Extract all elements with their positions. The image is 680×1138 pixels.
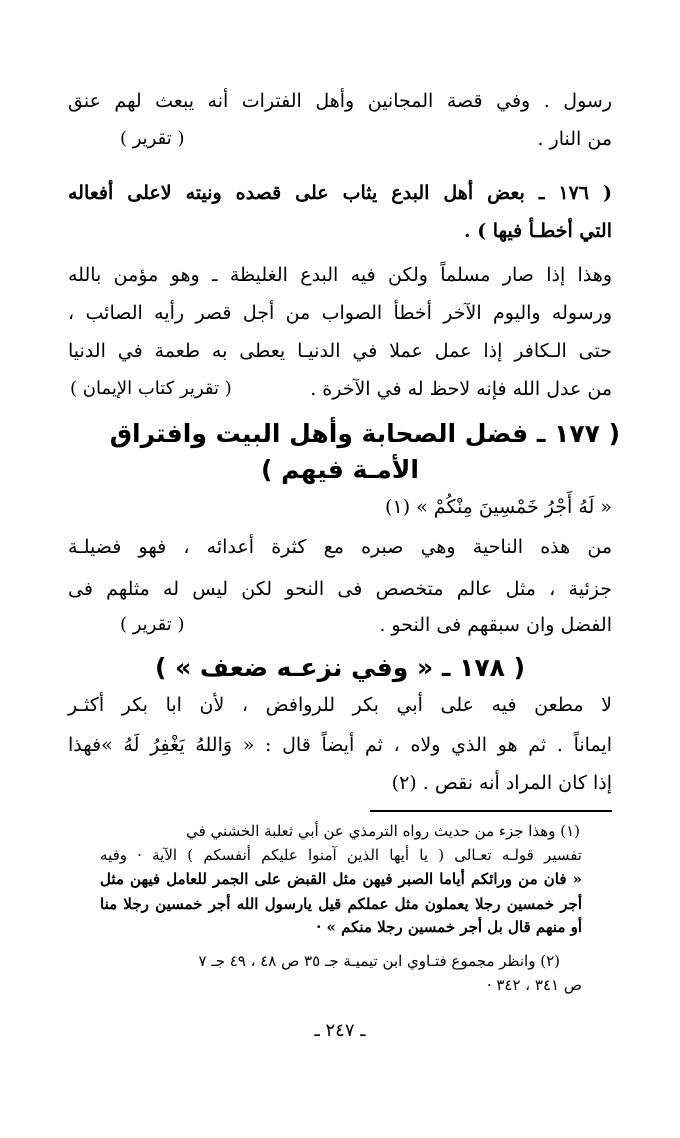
paragraph-line: حتى الـكافر إذا عمل عملا في الدنيـا يعطى به طعمة في الدنيا [68, 340, 612, 362]
section-177-heading: ( ١٧٧ ـ فضل الصحابة وأهل البيت وافتراق [109, 419, 620, 448]
section-176-title: التي أخطـأ فيها ) . [463, 220, 612, 242]
paragraph-line: وهذا إذا صار مسلماً ولكن فيه البدع الغليظة ـ وهو مؤمن بالله [68, 264, 612, 286]
footnote-line: أو منهم قال بل أجر خمسين رجلا منكم » · [316, 918, 582, 936]
paragraph-line: رسول . وفي قصة المجانين وأهل الفترات أنه يبعث لهم عنق [68, 90, 612, 112]
paragraph-line: ايماناً . ثم هو الذي ولاه ، ثم أيضاً قال : « وَاللهُ يَغْفِرُ لَهُ »فهذا [68, 734, 612, 756]
source-reference: ( تقرير كتاب الإيمان ) [70, 378, 232, 399]
footnote-line: ص ٣٤١ ، ٣٤٢ · [486, 976, 582, 994]
section-176-title: ( ١٧٦ ـ بعض أهل البدع يثاب على قصده ونيته لاعلى أفعاله [68, 182, 612, 204]
paragraph-line: جزئية ، مثل عالم متخصص فى النحو لكن ليس له مثلهم فى [68, 578, 612, 600]
source-reference: ( تقرير ) [120, 128, 185, 149]
paragraph-line: الفضل وان سبقهم فى النحو . [379, 614, 612, 636]
footnote-line: (١) وهذا جزء من حديث رواه الترمذي عن أبي ثعلبة الخشني في [186, 822, 580, 840]
hadith-quote: « لَهُ أَجْرُ خَمْسِينَ مِنْكُمْ » (١) [385, 496, 612, 518]
footnote-line: أجر خمسين رجلا يعملون مثل عملكم قيل يارسول الله أجر خمسين رجلا منا [100, 895, 582, 913]
source-reference: ( تقرير ) [120, 614, 185, 635]
paragraph-line: ورسوله واليوم الآخر أخطأ الصواب من أجل قصر رأيه الصائب ، [68, 302, 612, 324]
paragraph-line: إذا كان المراد أنه نقص . (٢) [391, 772, 612, 794]
footnote-line: تفسير قولـه تعـالى ( يا أيها الذين آمنوا عليكم أنفسكم ) الآية · وفيه [100, 846, 582, 864]
footnote-line: (٢) وانظر مجموع فتـاوي ابن تيميـة جـ ٣٥ ص ٤٨ ، ٤٩ جـ ٧ [198, 952, 560, 970]
footnote-line: « فان من ورائكم أياما الصبر فيهن مثل القبض على الجمر للعامل فيهن مثل [100, 870, 582, 888]
paragraph-line: من النار . [537, 128, 612, 150]
paragraph-line: لا مطعن فيه على أبي بكر للروافض ، لأن ابا بكر أكثـر [68, 694, 612, 716]
section-177-heading: الأمـة فيهم ) [261, 455, 419, 484]
paragraph-line: من عدل الله فإنه لاحظ له في الآخرة . [310, 378, 612, 400]
page-number: ـ ٢٤٧ ـ [314, 1020, 366, 1041]
paragraph-line: من هذه الناحية وهي صبره مع كثرة أعدائه ، فهو فضيلـة [68, 536, 613, 558]
section-178-heading: ( ١٧٨ ـ « وفي نزعـه ضعف » ) [154, 653, 526, 682]
footnote-separator [370, 810, 612, 812]
